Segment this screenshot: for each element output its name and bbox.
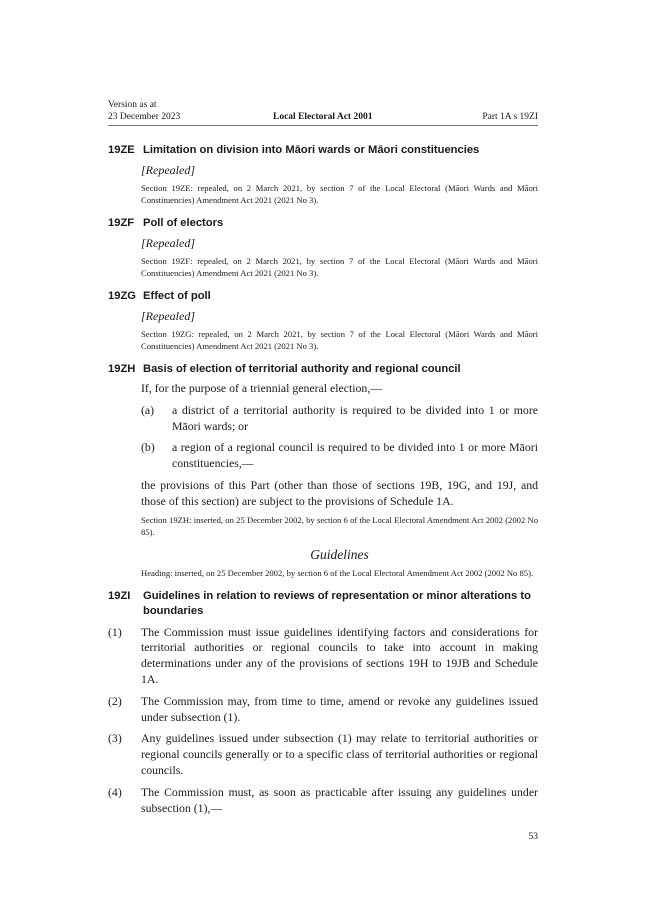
paragraph-a	[141, 403, 538, 435]
section-number: 19ZG	[108, 290, 136, 302]
section-19zg	[108, 289, 538, 352]
section-number: 19ZH	[108, 363, 136, 375]
act-title: Local Electoral Act 2001	[273, 112, 373, 122]
version-date: 23 December 2023	[108, 112, 181, 122]
section-heading	[108, 143, 538, 158]
history-note: Heading: inserted, on 25 December 2002, by section 6 of the Local Electoral Amendment Act 2002 (2002 No 85).	[141, 567, 534, 578]
subsection-3	[108, 731, 538, 778]
subsection-4	[108, 785, 538, 817]
section-title: Limitation on division into Māori wards or Māori constituencies	[143, 144, 480, 156]
paragraph-b	[141, 440, 538, 472]
subsection-2	[108, 694, 538, 726]
paragraph-label: (a)	[141, 402, 155, 417]
section-19zh	[108, 362, 538, 538]
section-number: 19ZF	[108, 217, 135, 229]
subsection-1	[108, 625, 538, 688]
section-title: Effect of poll	[143, 290, 211, 302]
section-heading	[108, 216, 538, 231]
section-number: 19ZI	[108, 589, 131, 602]
subsection-text: Any guidelines issued under subsection (1) may relate to territorial authorities or regional councils generally or to a specific class of territorial authorities or regional councils.	[141, 731, 538, 777]
repealed-status: [Repealed]	[141, 163, 195, 177]
paragraph-label: (b)	[141, 440, 155, 455]
section-title: Basis of election of territorial authority and regional council	[143, 363, 461, 375]
subsection-label: (4)	[108, 784, 122, 799]
subsection-text: The Commission may, from time to time, amend or revoke any guidelines issued under subsection (1).	[141, 693, 538, 724]
section-title: Poll of electors	[143, 217, 224, 229]
main-content	[108, 143, 538, 816]
repealed-status: [Repealed]	[141, 309, 195, 323]
subsection-label: (2)	[108, 693, 122, 708]
section-title: Guidelines in relation to reviews of representation or minor alterations to boundaries	[143, 589, 531, 617]
section-19zi	[108, 589, 538, 817]
subsection-text: The Commission must issue guidelines identifying factors and considerations for territorial authorities or regional councils to take into account in making determinations under any of the provisions of sections 19H to 19JB and Schedule 1A.	[141, 624, 538, 686]
subsection-text: The Commission must, as soon as practicable after issuing any guidelines under subsection (1),—	[141, 784, 538, 815]
section-19ze	[108, 143, 538, 206]
repealed-status: [Repealed]	[141, 236, 195, 250]
header-divider	[108, 125, 538, 126]
history-note: Section 19ZH: inserted, on 25 December 2002, by section 6 of the Local Electoral Amendment Act 2002 (2002 No 85).	[141, 514, 538, 537]
cross-heading: Guidelines	[310, 546, 369, 562]
section-19zf	[108, 216, 538, 279]
section-heading	[108, 589, 538, 619]
paragraph-text: a region of a regional council is required to be divided into 1 or more Māori constituencies,—	[172, 440, 538, 471]
paragraph-text: a district of a territorial authority is required to be divided into 1 or more Māori wards; or	[172, 402, 538, 433]
history-note: Section 19ZF: repealed, on 2 March 2021, by section 7 of the Local Electoral (Māori Wards and Māori Constituencies) Amendment Act 2021 (2021 No 3).	[141, 256, 538, 278]
section-heading	[108, 289, 538, 304]
version-info	[108, 99, 180, 123]
history-note: Section 19ZE: repealed, on 2 March 2021, by section 7 of the Local Electoral (Māori Wards and Māori Constituencies) Amendment Act 2021 (2021 No 3).	[141, 183, 538, 205]
section-heading	[108, 362, 538, 377]
guidelines-block	[108, 546, 538, 579]
part-reference: Part 1A s 19ZI	[482, 112, 538, 122]
history-note: Section 19ZG: repealed, on 2 March 2021, by section 7 of the Local Electoral (Māori Wards and Māori Constituencies) Amendment Act 2021 (2021 No 3).	[141, 329, 538, 351]
page-number: 53	[528, 832, 538, 842]
subsection-label: (3)	[108, 731, 122, 746]
section-intro: If, for the purpose of a triennial general election,—	[141, 381, 383, 395]
section-number: 19ZE	[108, 144, 135, 156]
version-label: Version as at	[108, 100, 157, 110]
subsection-label: (1)	[108, 624, 122, 639]
section-closing: the provisions of this Part (other than those of sections 19B, 19G, and 19J, and those of this section) are subject to the provisions of Schedule 1A.	[141, 477, 538, 508]
